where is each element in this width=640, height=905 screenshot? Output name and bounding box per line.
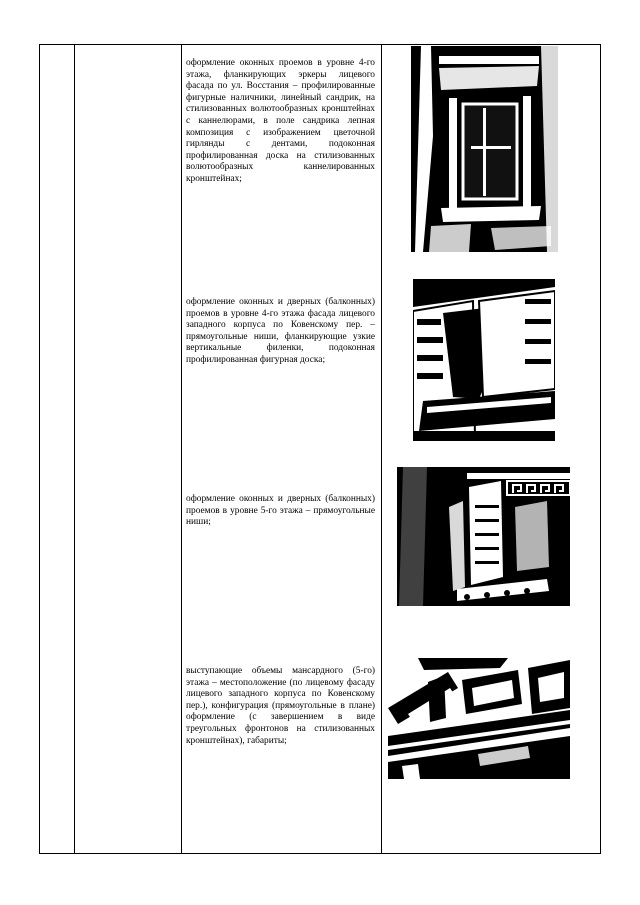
row-1-description: оформление оконных проемов в уровне 4-го этажа, фланкирующих эркеры лицевого фасада по ул. Восстания – профилированные фигурные наличники, линейный сандрик, на стилизованных волютообразных кронштейнах с каннелюрами, в поле сандрика лепная композиция с изображением цветочной гирлянды с дентами, подоконная профилированная доска на стилизованных волютообразных каннелированных кронштейнах;: [186, 58, 375, 184]
window-with-pediment-photo: [411, 46, 558, 252]
greek-key-frieze-photo: [397, 467, 570, 606]
window-niche-photo: [413, 279, 555, 441]
triangular-pediment-photo: [388, 658, 570, 779]
row-4-description: выступающие объемы мансардного (5-го) этажа – местоположение (по лицевому фасаду лицевого западного корпуса по Ковенскому пер.), конфигурация (прямоугольные в плане) оформление (с завершением в виде треугольных фронтонов на стилизованных кронштейнах), габариты;: [186, 666, 375, 746]
row-3-description: оформление оконных и дверных (балконных) проемов в уровне 5-го этажа – прямоугольные ниши;: [186, 494, 375, 528]
column-divider-2: [181, 44, 182, 854]
row-2-description: оформление оконных и дверных (балконных) проемов в уровне 4-го этажа фасада лицевого западного корпуса по Ковенскому пер. – прямоугольные ниши, фланкирующие узкие вертикальные филенки, подоконная профилированная фигурная доска;: [186, 297, 375, 365]
column-divider-3: [381, 44, 382, 854]
column-divider-1: [74, 44, 75, 854]
